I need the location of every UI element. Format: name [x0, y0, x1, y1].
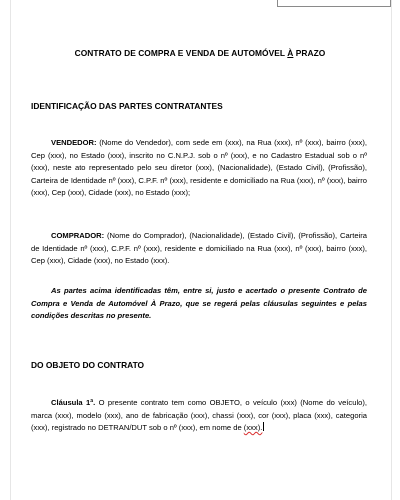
comprador-label: COMPRADOR: [51, 231, 105, 240]
section-heading-object: DO OBJETO DO CONTRATO [31, 360, 145, 370]
paragraph-clause-1 [31, 397, 367, 435]
clause-1-label: Cláusula 1ª. [51, 398, 96, 407]
comprador-text: (Nome do Comprador), (Nacionalidade), (Estado Civil), (Profissão), Carteira de Identidade nº (xxx), C.P.F. nº (xxx), residente e domiciliado na Rua (xxx), nº (xxx), bairro (xxx), Cep (xxx), Cidade (xxx), no Estado (xxx). [31, 231, 367, 266]
paragraph-vendedor [31, 137, 367, 200]
paragraph-intro: As partes acima identificadas têm, entre si, justo e acertado o presente Contrato de Compra e Venda de Automóvel À Prazo, que se regerá pelas cláusulas seguintes e pelas condições descritas no presente. [31, 286, 367, 321]
section-heading-parties: IDENTIFICAÇÃO DAS PARTES CONTRATANTES [31, 101, 223, 111]
toolbar-snippet[interactable] [277, 0, 391, 7]
vendedor-label: VENDEDOR: [51, 138, 97, 147]
vendedor-text: (Nome do Vendedor), com sede em (xxx), na Rua (xxx), nº (xxx), bairro (xxx), Cep (xxx), no Estado (xxx), inscrito no C.N.P.J. sob o nº (xxx), e no Cadastro Estadual sob o nº (xxx), neste ato representado pelo seu diretor (xxx), (Nacionalidade), (Estado Civil), (Profissão), Carteira de Identidade nº (xxx), C.P.F. nº (xxx), residente e domiciliado na Rua (xxx), nº (xxx), bairro (xxx), Cep (xxx), Cidade (xxx), no Estado (xxx); [31, 138, 367, 198]
clause-1-end: (xxx). [243, 423, 263, 433]
title-text-2: PRAZO [293, 48, 326, 58]
paragraph-comprador [31, 230, 367, 268]
title-text-a: À [287, 48, 294, 58]
title-text-1: CONTRATO DE COMPRA E VENDA DE AUTOMÓVEL [74, 48, 288, 58]
document-title [0, 48, 400, 58]
toolbar-snippet-text [287, 0, 327, 1]
text-cursor [263, 422, 264, 431]
clause-1-text: O presente contrato tem como OBJETO, o veículo (xxx) (Nome do veículo), marca (xxx), modelo (xxx), ano de fabricação (xxx), chassi (xxx), cor (xxx), placa (xxx), categoria (xxx), registrado no DETRAN/DUT sob o nº (xxx), em nome de [31, 398, 367, 433]
